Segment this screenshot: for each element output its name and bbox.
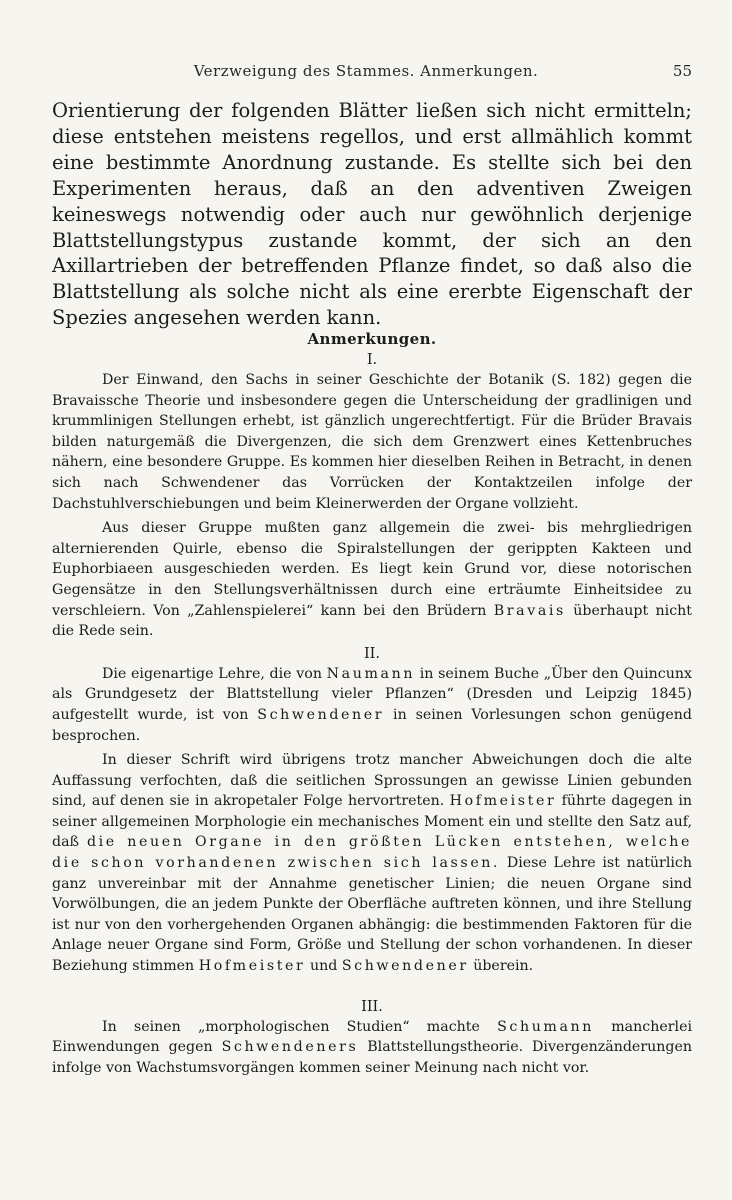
note-text: Die eigenartige Lehre, die von: [102, 665, 327, 682]
note-text: führte dagegen in seiner allgemeinen Morphologie ein mechanisches Moment ein und stellte den Satz auf, daß: [52, 793, 692, 851]
note-text: Aus dieser Gruppe mußten ganz allgemein die zwei- bis mehrgliedrigen alternierenden Quirle, ebenso die Spiralstellungen der gerippten Kakteen und Euphorbiaeen ausgeschieden werden. Es liegt kein Grund vor, diese notorischen Gegensätze in den Stellungsverhältnissen durch eine erträumte Einheitsidee zu verschleiern. Von „Zahlenspielerei“ kann bei den Brüdern: [52, 520, 692, 619]
spaced-name: Naumann: [326, 665, 416, 682]
note-text: Der Einwand, den Sachs in seiner Geschichte der Botanik (S. 182) gegen die Bravaissche Theorie und insbesondere gegen die Unterscheidung der gradlinigen und krummlinigen Stellungen erhebt, ist gänzlich ungerechtfertigt. Für die Brüder Bravais bilden naturgemäß die Divergenzen, die sich dem Grenzwert eines Kettenbruches nähern, eine besondere Gruppe. Es kommen hier dieselben Reihen in Betracht, in denen sich nach Schwendener das Vorrücken der Kontaktzeilen infolge der Dachstuhlverschiebungen und beim Kleinerwerden der Organe vollzieht.: [52, 372, 692, 512]
note-text: und: [305, 958, 342, 975]
spaced-name: Schwendeners: [221, 1039, 359, 1056]
note-text: In seinen „morphologischen Studien“ machte: [102, 1018, 498, 1035]
page-number: 55: [672, 62, 692, 80]
note-text: überein.: [468, 958, 534, 975]
main-text-block: [52, 98, 692, 331]
notes-heading: Anmerkungen.: [307, 330, 437, 348]
note-text: in seinen Vorlesungen schon genügend besprochen.: [52, 706, 692, 744]
notes-section: [52, 330, 692, 1082]
section-numeral-3: III.: [361, 998, 383, 1015]
page-header: [0, 62, 732, 86]
note-text: in seinem Buche „Über den Quincunx als Grundgesetz der Blattstellung vieler Pflanzen“ (Dresden und Leipzig 1845) aufgestellt wurde, ist von: [52, 665, 693, 723]
section-numeral-1: I.: [366, 352, 378, 368]
note-text: Blattstellungstheorie. Divergenzänderungen infolge von Wachstumsvorgängen kommen seiner Meinung nach nicht vor.: [52, 1039, 692, 1076]
note-text: überhaupt nicht die Rede sein.: [52, 602, 692, 640]
main-paragraph: Orientierung der folgenden Blätter ließen sich nicht ermitteln; diese entstehen meistens regellos, und erst allmählich kommt eine bestimmte Anordnung zustande. Es stellte sich bei den Experimenten heraus, daß an den adventiven Zweigen keineswegs notwendig oder auch nur gewöhnlich derjenige Blattstellungstypus zustande kommt, der sich an den Axillartrieben der betreffenden Pflanze findet, so daß also die Blattstellung als solche nicht als eine ererbte Eigenschaft der Spezies angesehen werden kann.: [52, 99, 692, 330]
spaced-name: Schwendener: [341, 958, 469, 975]
note-text: mancherlei Einwendungen gegen: [52, 1018, 692, 1056]
note-text: In dieser Schrift wird übrigens trotz mancher Abweichungen doch die alte Auffassung verfochten, daß die seitlichen Sprossungen an gewisse Linien gebunden sind, auf denen sie in akropetaler Folge hervortreten.: [52, 752, 692, 810]
section-numeral-2: II.: [363, 645, 381, 662]
note-text: Diese Lehre ist natürlich ganz unvereinbar mit der Annahme genetischer Linien; die neuen Organe sind Vorwölbungen, die an jedem Punkte der Oberfläche auftreten können, und ihre Stellung ist nur von den vorhergehenden Organen abhängig: die bestimmenden Faktoren für die Anlage neuer Organe sind Form, Größe und Stellung der schon vorhandenen. In dieser Beziehung stimmen: [52, 855, 692, 975]
spaced-name: Hofmeister: [198, 958, 306, 975]
spaced-name: Schumann: [497, 1018, 595, 1035]
running-title: Verzweigung des Stammes. Anmerkungen.: [193, 62, 539, 80]
spaced-name: Bravais: [493, 602, 566, 619]
note-paragraph: [52, 370, 692, 514]
note-paragraph: [52, 664, 692, 746]
section-gap: [52, 981, 692, 995]
spaced-emphasis: die neuen Organe in den größten Lücken entstehen, welche die schon vorhandenen zwischen sich lassen.: [52, 834, 692, 872]
spaced-name: Hofmeister: [449, 793, 557, 810]
note-paragraph: [52, 750, 692, 977]
note-paragraph: [52, 518, 692, 642]
spaced-name: Schwendener: [257, 706, 385, 723]
note-paragraph: [52, 1017, 692, 1079]
